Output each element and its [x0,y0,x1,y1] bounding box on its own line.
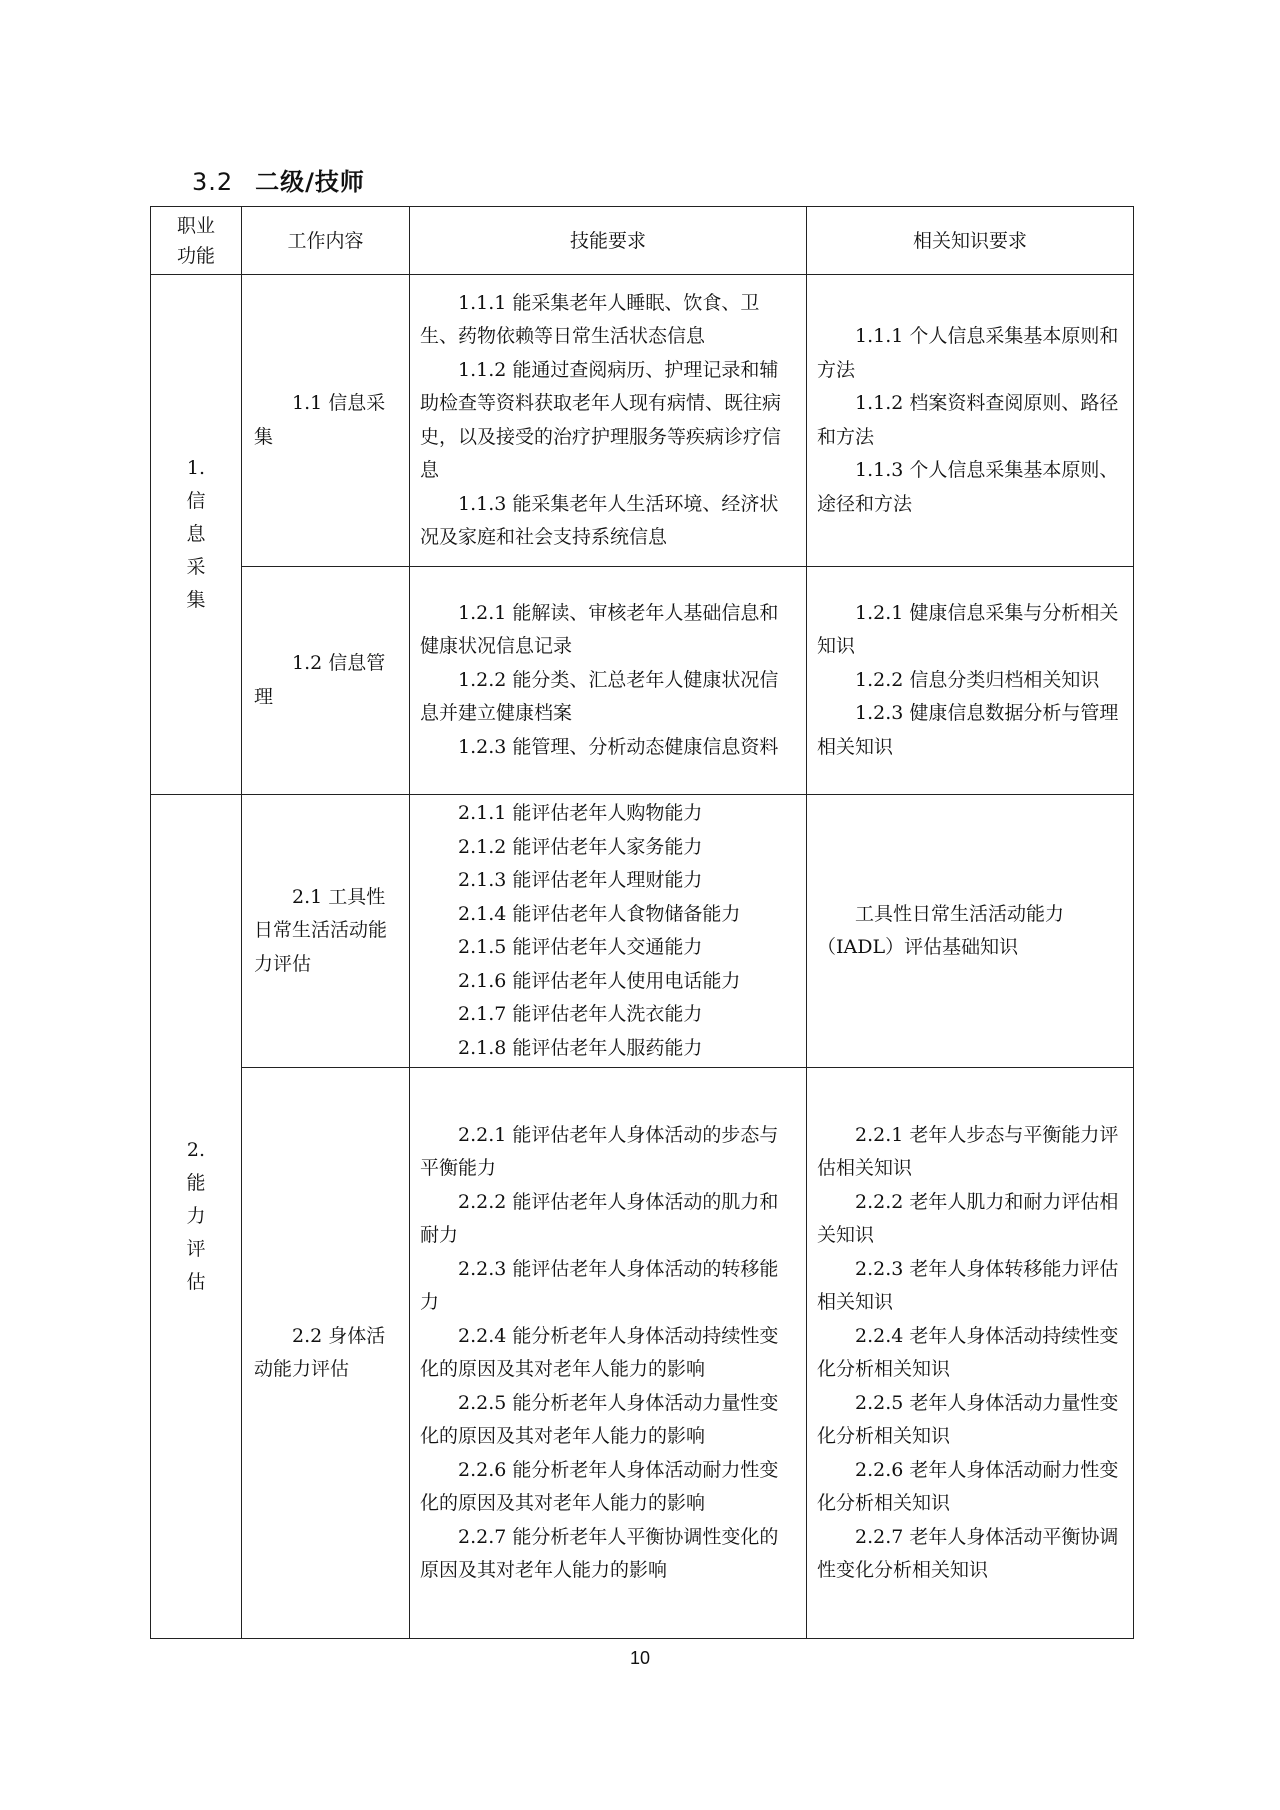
skill-item: 2.1.7 能评估老年人洗衣能力 [458,1003,703,1025]
skill-item: 2.2.3 能评估老年人身体活动的转移能力 [420,1257,779,1313]
skill-item: 1.2.1 能解读、审核老年人基础信息和健康状况信息记录 [420,601,779,658]
table-header-row [151,207,1134,275]
knowledge-item: 2.2.7 老年人身体活动平衡协调性变化分析相关知识 [817,1525,1119,1581]
skill-requirements-table [150,206,1134,1639]
skill-item: 2.1.4 能评估老年人食物储备能力 [458,902,741,925]
knowledge-item: 2.2.1 老年人步态与平衡能力评估相关知识 [817,1123,1119,1179]
header-skill-requirements: 技能要求 [410,207,807,275]
section-heading: 二级/技师 [255,168,365,196]
knowledge-item: 2.2.4 老年人身体活动持续性变化分析相关知识 [817,1324,1119,1380]
work-content-label: 2.1 工具性日常生活活动能力评估 [254,885,388,975]
knowledge-cell-2-2 [807,1068,1134,1639]
knowledge-item: 1.2.1 健康信息采集与分析相关知识 [817,601,1119,658]
header-knowledge-requirements: 相关知识要求 [807,207,1134,275]
skill-item: 1.1.3 能采集老年人生活环境、经济状况及家庭和社会支持系统信息 [420,492,779,548]
work-content-2-1 [242,795,410,1068]
skill-item: 2.2.7 能分析老年人平衡协调性变化的原因及其对老年人能力的影响 [420,1525,779,1581]
function-cell-1 [151,275,242,795]
skills-cell-2-2 [410,1068,807,1639]
skills-cell-2-1 [410,795,807,1068]
knowledge-item: 2.2.2 老年人肌力和耐力评估相关知识 [817,1190,1119,1246]
function-label-2: 2. 能 力 评 估 [186,1139,206,1293]
skill-item: 2.1.3 能评估老年人理财能力 [458,869,703,891]
knowledge-cell-1-1 [807,275,1134,567]
skill-item: 2.1.1 能评估老年人购物能力 [458,802,703,824]
knowledge-item: 2.2.3 老年人身体转移能力评估相关知识 [817,1257,1119,1313]
section-number: 3.2 [192,168,234,196]
table-row [151,795,1134,1068]
skill-item: 1.2.3 能管理、分析动态健康信息资料 [458,735,779,758]
skill-item: 2.2.2 能评估老年人身体活动的肌力和耐力 [420,1190,779,1246]
function-cell-2 [151,795,242,1639]
table-row [151,1068,1134,1639]
knowledge-item: 2.2.5 老年人身体活动力量性变化分析相关知识 [817,1391,1119,1447]
skill-item: 2.1.8 能评估老年人服药能力 [458,1036,703,1059]
page-number: 10 [629,1648,651,1668]
skill-item: 2.2.5 能分析老年人身体活动力量性变化的原因及其对老年人能力的影响 [420,1391,779,1447]
work-content-label: 1.2 信息管理 [254,652,386,708]
work-content-label: 2.2 身体活动能力评估 [254,1324,386,1380]
knowledge-cell-1-2 [807,567,1134,795]
knowledge-item: 1.1.1 个人信息采集基本原则和方法 [817,325,1119,381]
knowledge-item: 1.2.2 信息分类归档相关知识 [855,668,1100,691]
skill-item: 1.2.2 能分类、汇总老年人健康状况信息并建立健康档案 [420,668,779,725]
skill-item: 1.1.2 能通过查阅病历、护理记录和辅助检查等资料获取老年人现有病情、既往病史，以及接受的治疗护理服务等疾病诊疗信息 [420,358,782,481]
table-row [151,567,1134,795]
skill-item: 2.1.2 能评估老年人家务能力 [458,835,703,858]
function-label-1: 1. 信 息 采 集 [186,457,206,611]
skill-item: 2.1.5 能评估老年人交通能力 [458,936,703,958]
header-occupational-function [151,207,242,275]
section-title [192,162,365,197]
work-content-1-1 [242,275,410,567]
skill-item: 2.1.6 能评估老年人使用电话能力 [458,969,741,992]
table-row [151,275,1134,567]
header-occupational-function-label: 职业 功能 [176,214,215,267]
work-content-2-2 [242,1068,410,1639]
skills-cell-1-1 [410,275,807,567]
skill-item: 2.2.6 能分析老年人身体活动耐力性变化的原因及其对老年人能力的影响 [420,1458,779,1514]
knowledge-item: 1.1.2 档案资料查阅原则、路径和方法 [817,392,1119,448]
header-work-content: 工作内容 [242,207,410,275]
skills-cell-1-2 [410,567,807,795]
skill-item: 2.2.1 能评估老年人身体活动的步态与平衡能力 [420,1123,779,1179]
knowledge-item: 1.2.3 健康信息数据分析与管理相关知识 [817,702,1119,758]
skill-item: 2.2.4 能分析老年人身体活动持续性变化的原因及其对老年人能力的影响 [420,1324,779,1380]
knowledge-item: 工具性日常生活活动能力（IADL）评估基础知识 [817,902,1065,958]
knowledge-cell-2-1 [807,795,1134,1068]
work-content-1-2 [242,567,410,795]
knowledge-item: 1.1.3 个人信息采集基本原则、途径和方法 [817,459,1119,515]
work-content-label: 1.1 信息采集 [254,392,386,448]
knowledge-item: 2.2.6 老年人身体活动耐力性变化分析相关知识 [817,1458,1119,1514]
skill-item: 1.1.1 能采集老年人睡眠、饮食、卫生、药物依赖等日常生活状态信息 [420,291,760,347]
